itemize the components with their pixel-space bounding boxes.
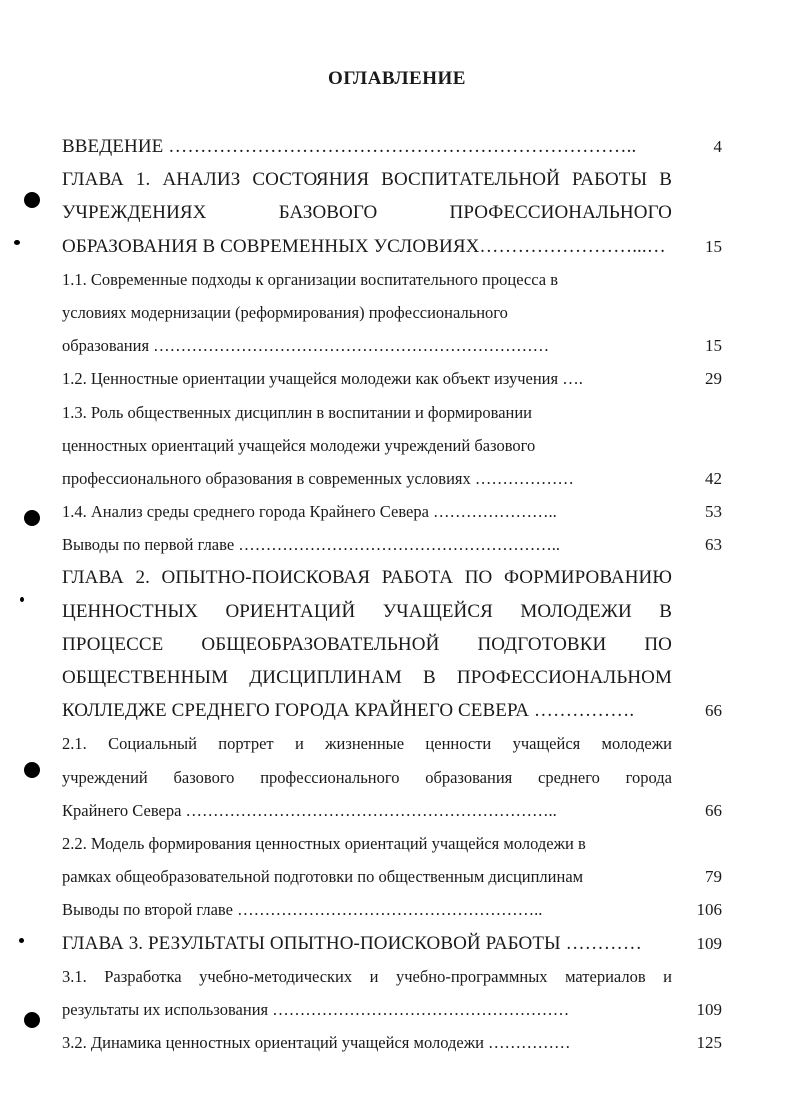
toc-entry-section-1-3[interactable] (62, 396, 722, 496)
toc-entry-text: условиях модернизации (реформирования) профессионального (62, 302, 508, 322)
toc-entry-text: ОБЩЕСТВЕННЫМ ДИСЦИПЛИНАМ В ПРОФЕССИОНАЛЬНОМ (62, 667, 672, 688)
scan-speck-mark (14, 240, 20, 245)
toc-entry-chapter-1[interactable] (62, 163, 722, 263)
toc-entry-text: 1.3. Роль общественных дисциплин в воспитании и формировании (62, 402, 533, 422)
toc-entry-text: Выводы по второй главе ……………………………………………….. (62, 900, 543, 920)
toc-entry-text: ГЛАВА 2. ОПЫТНО-ПОИСКОВАЯ РАБОТА ПО ФОРМИРОВАНИЮ (62, 567, 672, 589)
toc-page-number: 29 (705, 369, 722, 389)
toc-entry-conclusions-2[interactable] (62, 893, 722, 926)
toc-page-number: 125 (696, 1033, 722, 1053)
toc-entry-text: КОЛЛЕДЖЕ СРЕДНЕГО ГОРОДА КРАЙНЕГО СЕВЕРА ……………. (62, 700, 635, 722)
binder-hole-mark (24, 192, 40, 208)
table-of-contents (62, 130, 722, 1059)
toc-entry-text: УЧРЕЖДЕНИЯХ БАЗОВОГО ПРОФЕССИОНАЛЬНОГО (62, 202, 672, 224)
toc-entry-text: 3.1. Разработка учебно-методических и учебно-программных материалов и (62, 966, 672, 986)
toc-entry-text: 1.2. Ценностные ориентации учащейся молодежи как объект изучения …. (62, 369, 583, 389)
toc-entry-section-3-1[interactable] (62, 960, 722, 1026)
toc-entry-chapter-3[interactable] (62, 927, 722, 960)
toc-entry-text: 3.2. Динамика ценностных ориентаций учащейся молодежи …………… (62, 1033, 571, 1053)
toc-entry-chapter-2[interactable] (62, 561, 722, 727)
toc-page-number: 63 (705, 535, 722, 555)
toc-entry-conclusions-1[interactable] (62, 528, 722, 561)
toc-page-number: 79 (705, 867, 722, 887)
toc-entry-text: ПРОЦЕССЕ ОБЩЕОБРАЗОВАТЕЛЬНОЙ ПОДГОТОВКИ ПО (62, 633, 672, 655)
toc-entry-text: результаты их использования ……………………………………………… (62, 999, 570, 1019)
toc-entry-text: Крайнего Севера ………………………………………………………….. (62, 800, 557, 820)
toc-entry-text: ГЛАВА 3. РЕЗУЛЬТАТЫ ОПЫТНО-ПОИСКОВОЙ РАБОТЫ ………… (62, 932, 642, 954)
toc-page-number: 109 (696, 999, 722, 1019)
scan-speck-mark (19, 938, 24, 943)
toc-entry-text: рамках общеобразовательной подготовки по общественным дисциплинам (62, 867, 584, 887)
toc-entry-text: ОБРАЗОВАНИЯ В СОВРЕМЕННЫХ УСЛОВИЯХ……………………...… (62, 235, 666, 257)
toc-entry-text: ценностных ориентаций учащейся молодежи учреждений базового (62, 435, 536, 455)
toc-entry-text: 1.4. Анализ среды среднего города Крайнего Севера ………………….. (62, 502, 557, 522)
toc-page-number: 4 (713, 137, 722, 156)
binder-hole-mark (24, 510, 40, 526)
toc-entry-section-2-1[interactable] (62, 727, 722, 827)
toc-entry-section-2-2[interactable] (62, 827, 722, 893)
toc-page-number: 66 (705, 701, 722, 721)
toc-entry-introduction[interactable] (62, 130, 722, 163)
binder-hole-mark (24, 762, 40, 778)
toc-entry-text: ГЛАВА 1. АНАЛИЗ СОСТОЯНИЯ ВОСПИТАТЕЛЬНОЙ РАБОТЫ В (62, 169, 672, 191)
toc-entry-section-1-2[interactable] (62, 362, 722, 395)
toc-page-number: 106 (696, 900, 722, 920)
toc-entry-section-3-2[interactable] (62, 1026, 722, 1059)
toc-entry-text: образования ……………………………………………………………… (62, 336, 550, 356)
toc-page-number: 109 (696, 933, 722, 953)
toc-entry-text: учреждений базового профессионального образования среднего города (62, 767, 672, 787)
toc-page-number: 15 (705, 336, 722, 356)
toc-entry-text: 1.1. Современные подходы к организации воспитательного процесса в (62, 269, 559, 289)
toc-page-number: 42 (705, 468, 722, 488)
toc-entry-text: 2.2. Модель формирования ценностных ориентаций учащейся молодежи в (62, 833, 586, 853)
toc-entry-text: профессионального образования в современных условиях ……………… (62, 468, 574, 488)
toc-entry-section-1-1[interactable] (62, 263, 722, 363)
toc-entry-text: ВВЕДЕНИЕ ……………………………………………………………….. (62, 136, 637, 157)
toc-entry-text: Выводы по первой главе ………………………………………………….. (62, 535, 561, 555)
toc-entry-text: ЦЕННОСТНЫХ ОРИЕНТАЦИЙ УЧАЩЕЙСЯ МОЛОДЕЖИ В (62, 600, 672, 622)
scan-speck-mark (20, 597, 24, 602)
binder-hole-mark (24, 1012, 40, 1028)
page-title: ОГЛАВЛЕНИЕ (328, 68, 466, 89)
toc-page-number: 15 (705, 236, 722, 256)
toc-entry-section-1-4[interactable] (62, 495, 722, 528)
toc-page-number: 66 (705, 800, 722, 820)
toc-page-number: 53 (705, 502, 722, 522)
toc-entry-text: 2.1. Социальный портрет и жизненные ценности учащейся молодежи (62, 734, 672, 754)
